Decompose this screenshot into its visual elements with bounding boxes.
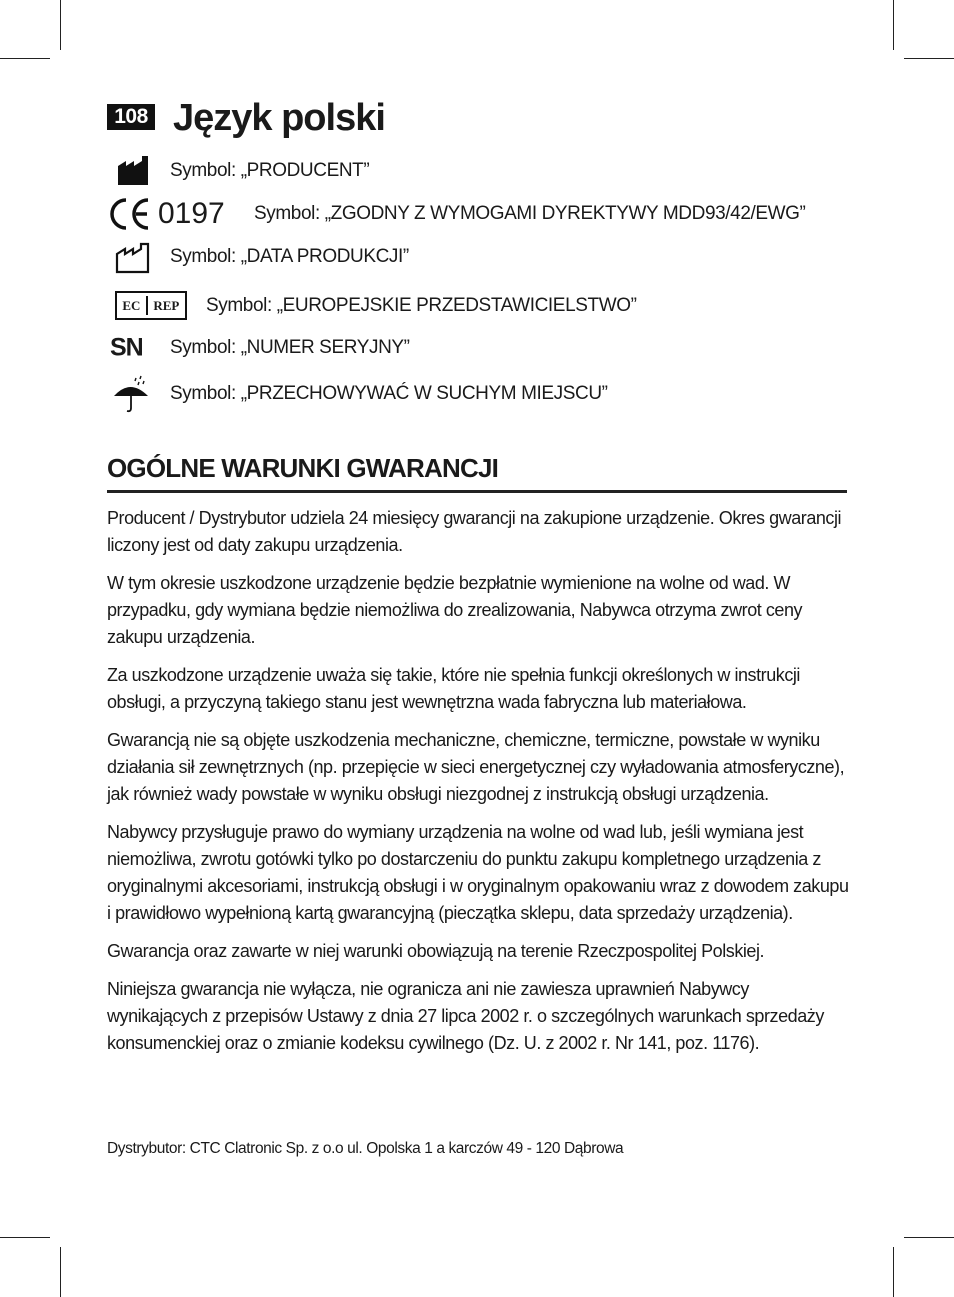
ec-rep-icon	[115, 291, 187, 320]
crop-mark	[0, 1237, 50, 1238]
serial-number-icon: SN	[110, 333, 143, 362]
crop-mark	[60, 0, 61, 50]
distributor-footer: Dystrybutor: CTC Clatronic Sp. z o.o ul. Opolska 1 a karczów 49 - 120 Dąbrowa	[107, 1140, 624, 1157]
manufacturer-icon	[116, 153, 156, 189]
ec-rep-ec: EC	[122, 298, 141, 313]
symbol-row-ec-rep	[107, 288, 867, 324]
symbol-label: Symbol: „ZGODNY Z WYMOGAMI DYREKTYWY MDD93/42/EWG”	[254, 203, 806, 224]
warranty-paragraph: Gwarancją nie są objęte uszkodzenia mechaniczne, chemiczne, termiczne, powstałe w wyniku działania sił zewnętrznych (np. przepięcie w sieci energetycznej czy wyładowania atmosferyczne), jak również wady powstałe w wyniku obsługi niezgodnej z instrukcją obsługi urządzenia.	[107, 730, 845, 804]
warranty-paragraph: W tym okresie uszkodzone urządzenie będzie bezpłatnie wymienione na wolne od wad. W przypadku, gdy wymiana będzie niemożliwa do zrealizowania, Nabywca otrzyma zwrot ceny zakupu urządzenia.	[107, 573, 803, 647]
ce-mark-number: 0197	[158, 197, 225, 230]
warranty-paragraph: Producent / Dystrybutor udziela 24 miesięcy gwarancji na zakupione urządzenie. Okres gwarancji liczony jest od daty zakupu urządzenia.	[107, 508, 842, 555]
symbol-label: Symbol: „PRODUCENT”	[170, 160, 370, 181]
warranty-paragraph: Za uszkodzone urządzenie uważa się takie, które nie spełnia funkcji określonych w instrukcji obsługi, a przyczyną takiego stanu jest wewnętrzna wada fabryczna lub materiałowa.	[107, 665, 800, 712]
symbol-row-manufacture-date	[107, 239, 867, 275]
warranty-paragraph: Niniejsza gwarancja nie wyłącza, nie ogranicza ani nie zawiesza uprawnień Nabywcy wynikających z przepisów Ustawy z dnia 27 lipca 2002 r. o szczególnych warunkach sprzedaży konsumenckiej oraz o zmianie kodeksu cywilnego (Dz. U. z 2002 r. Nr 141, poz. 1176).	[107, 979, 824, 1053]
symbol-label: Symbol: „EUROPEJSKIE PRZEDSTAWICIELSTWO”	[206, 295, 637, 316]
ec-rep-rep: REP	[146, 296, 185, 315]
crop-mark	[60, 1247, 61, 1297]
symbol-row-keep-dry	[107, 374, 867, 414]
symbol-row-manufacturer	[107, 153, 867, 189]
symbol-row-serial-number	[107, 330, 867, 366]
symbol-label: Symbol: „DATA PRODUKCJI”	[170, 246, 409, 267]
manufacture-date-icon	[115, 239, 155, 275]
symbol-row-ce	[107, 194, 867, 234]
crop-mark	[904, 1237, 954, 1238]
crop-mark	[0, 58, 50, 59]
crop-mark	[904, 58, 954, 59]
warranty-body	[107, 505, 849, 1068]
keep-dry-umbrella-icon	[110, 374, 154, 414]
crop-mark	[893, 1247, 894, 1297]
warranty-paragraph: Nabywcy przysługuje prawo do wymiany urządzenia na wolne od wad lub, jeśli wymiana jest niemożliwa, zwrotu gotówki tylko po dostarczeniu do punktu zakupu kompletnego urządzenia z oryginalnymi akcesoriami, instrukcją obsługi i w oryginalnym opakowaniu wraz z dowodem zakupu i prawidłowo wypełnioną kartą gwarancyjną (pieczątka sklepu, data sprzedaży urządzenia).	[107, 822, 849, 923]
page-number: 108	[107, 104, 155, 130]
symbol-label: Symbol: „NUMER SERYJNY”	[170, 337, 410, 358]
language-title: Język polski	[173, 97, 385, 139]
symbol-label: Symbol: „PRZECHOWYWAĆ W SUCHYM MIEJSCU”	[170, 383, 608, 404]
warranty-paragraph: Gwarancja oraz zawarte w niej warunki obowiązują na terenie Rzeczpospolitej Polskiej.	[107, 941, 765, 961]
warranty-section-title: OGÓLNE WARUNKI GWARANCJI	[107, 452, 847, 493]
ce-mark-icon	[108, 194, 152, 234]
crop-mark	[893, 0, 894, 50]
